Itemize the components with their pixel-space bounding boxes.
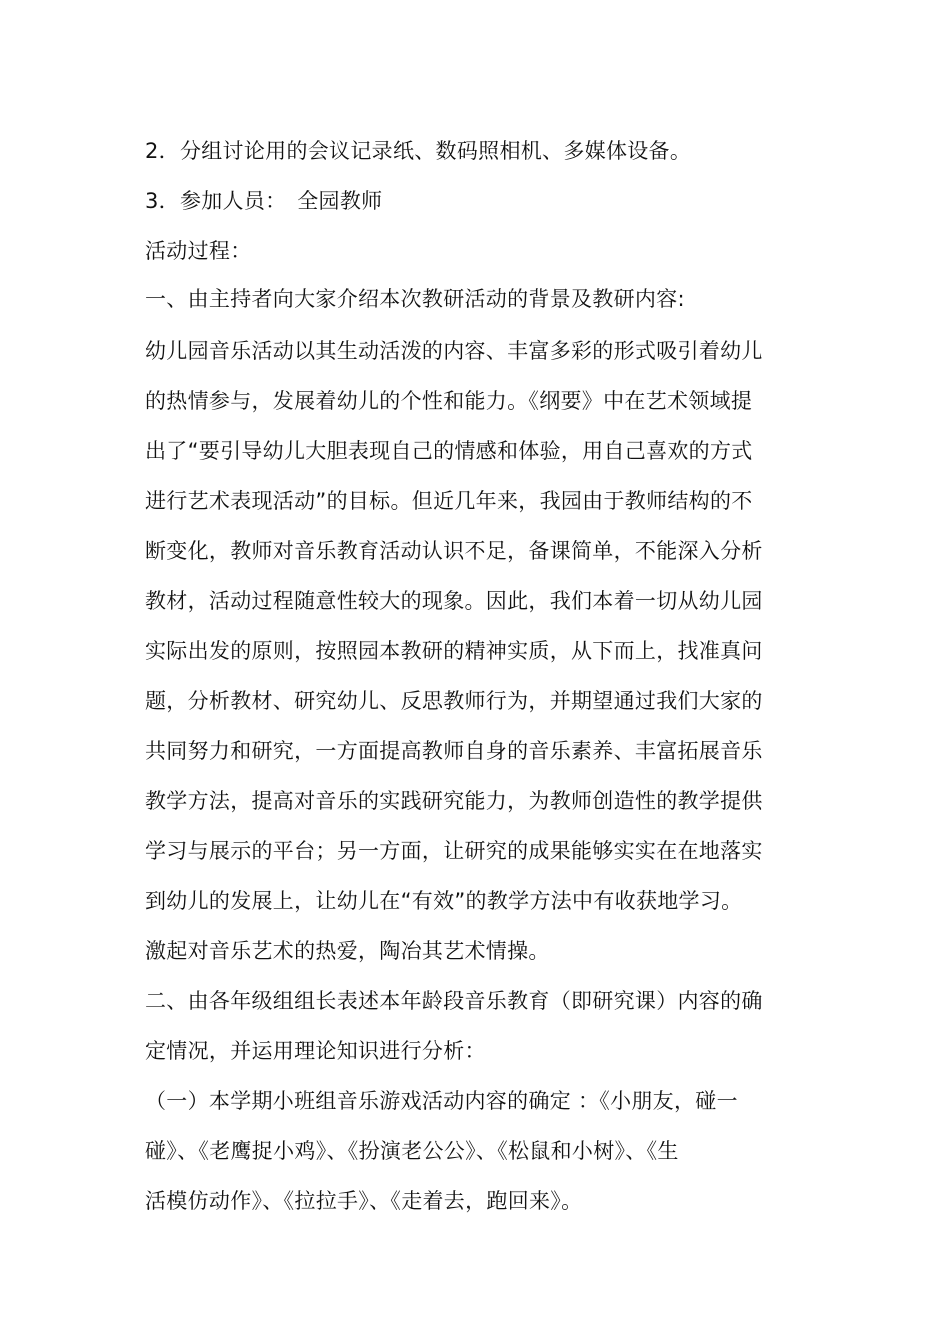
paragraph-line: 幼儿园音乐活动以其生动活泼的内容、丰富多彩的形式吸引着幼儿 <box>145 339 763 363</box>
paragraph-line: 教学方法，提高对音乐的实践研究能力，为教师创造性的教学提供 <box>145 789 763 813</box>
text-line: 一、由主持者向大家介绍本次教研活动的背景及教研内容: <box>145 287 685 311</box>
paragraph-line: 的热情参与，发展着幼儿的个性和能力。《纲要》中在艺术领域提 <box>145 389 753 413</box>
paragraph-line: 激起对音乐艺术的热爱，陶冶其艺术情操。 <box>145 939 550 963</box>
text-line: 2．分组讨论用的会议记录纸、数码照相机、多媒体设备。 <box>145 139 692 163</box>
paragraph-line: 活模仿动作》、《拉拉手》、《走着去，跑回来》。 <box>145 1189 583 1213</box>
paragraph-line: 共同努力和研究，一方面提高教师自身的音乐素养、丰富拓展音乐 <box>145 739 763 763</box>
paragraph-line: 实际出发的原则，按照园本教研的精神实质，从下而上，找准真问 <box>145 639 763 663</box>
paragraph-line: 断变化，教师对音乐教育活动认识不足，备课简单，不能深入分析 <box>145 539 763 563</box>
paragraph-line: 定情况，并运用理论知识进行分析： <box>145 1039 486 1063</box>
text-line: 3．参加人员： 全园教师 <box>145 189 383 213</box>
paragraph-line: （一）本学期小班组音乐游戏活动内容的确定 ：《小朋友，碰一 <box>145 1089 738 1113</box>
paragraph-line: 二、由各年级组组长表述本年龄段音乐教育（即研究课）内容的确 <box>145 989 763 1013</box>
paragraph-line: 进行艺术表现活动”的目标。但近几年来，我园由于教师结构的不 <box>145 489 753 513</box>
paragraph-line: 教材，活动过程随意性较大的现象。因此，我们本着一切从幼儿园 <box>145 589 763 613</box>
paragraph-line: 题，分析教材、研究幼儿、反思教师行为，并期望通过我们大家的 <box>145 689 763 713</box>
section-heading: 活动过程： <box>145 239 252 263</box>
paragraph-line: 出了“要引导幼儿大胆表现自己的情感和体验，用自己喜欢的方式 <box>145 439 753 463</box>
paragraph-line: 碰》、《老鹰捉小鸡》、《扮演老公公》、《松鼠和小树》、《生 <box>145 1139 679 1163</box>
paragraph-line: 学习与展示的平台；另一方面，让研究的成果能够实实在在地落实 <box>145 839 763 863</box>
paragraph-line: 到幼儿的发展上，让幼儿在“有效”的教学方法中有收获地学习。 <box>145 889 743 913</box>
